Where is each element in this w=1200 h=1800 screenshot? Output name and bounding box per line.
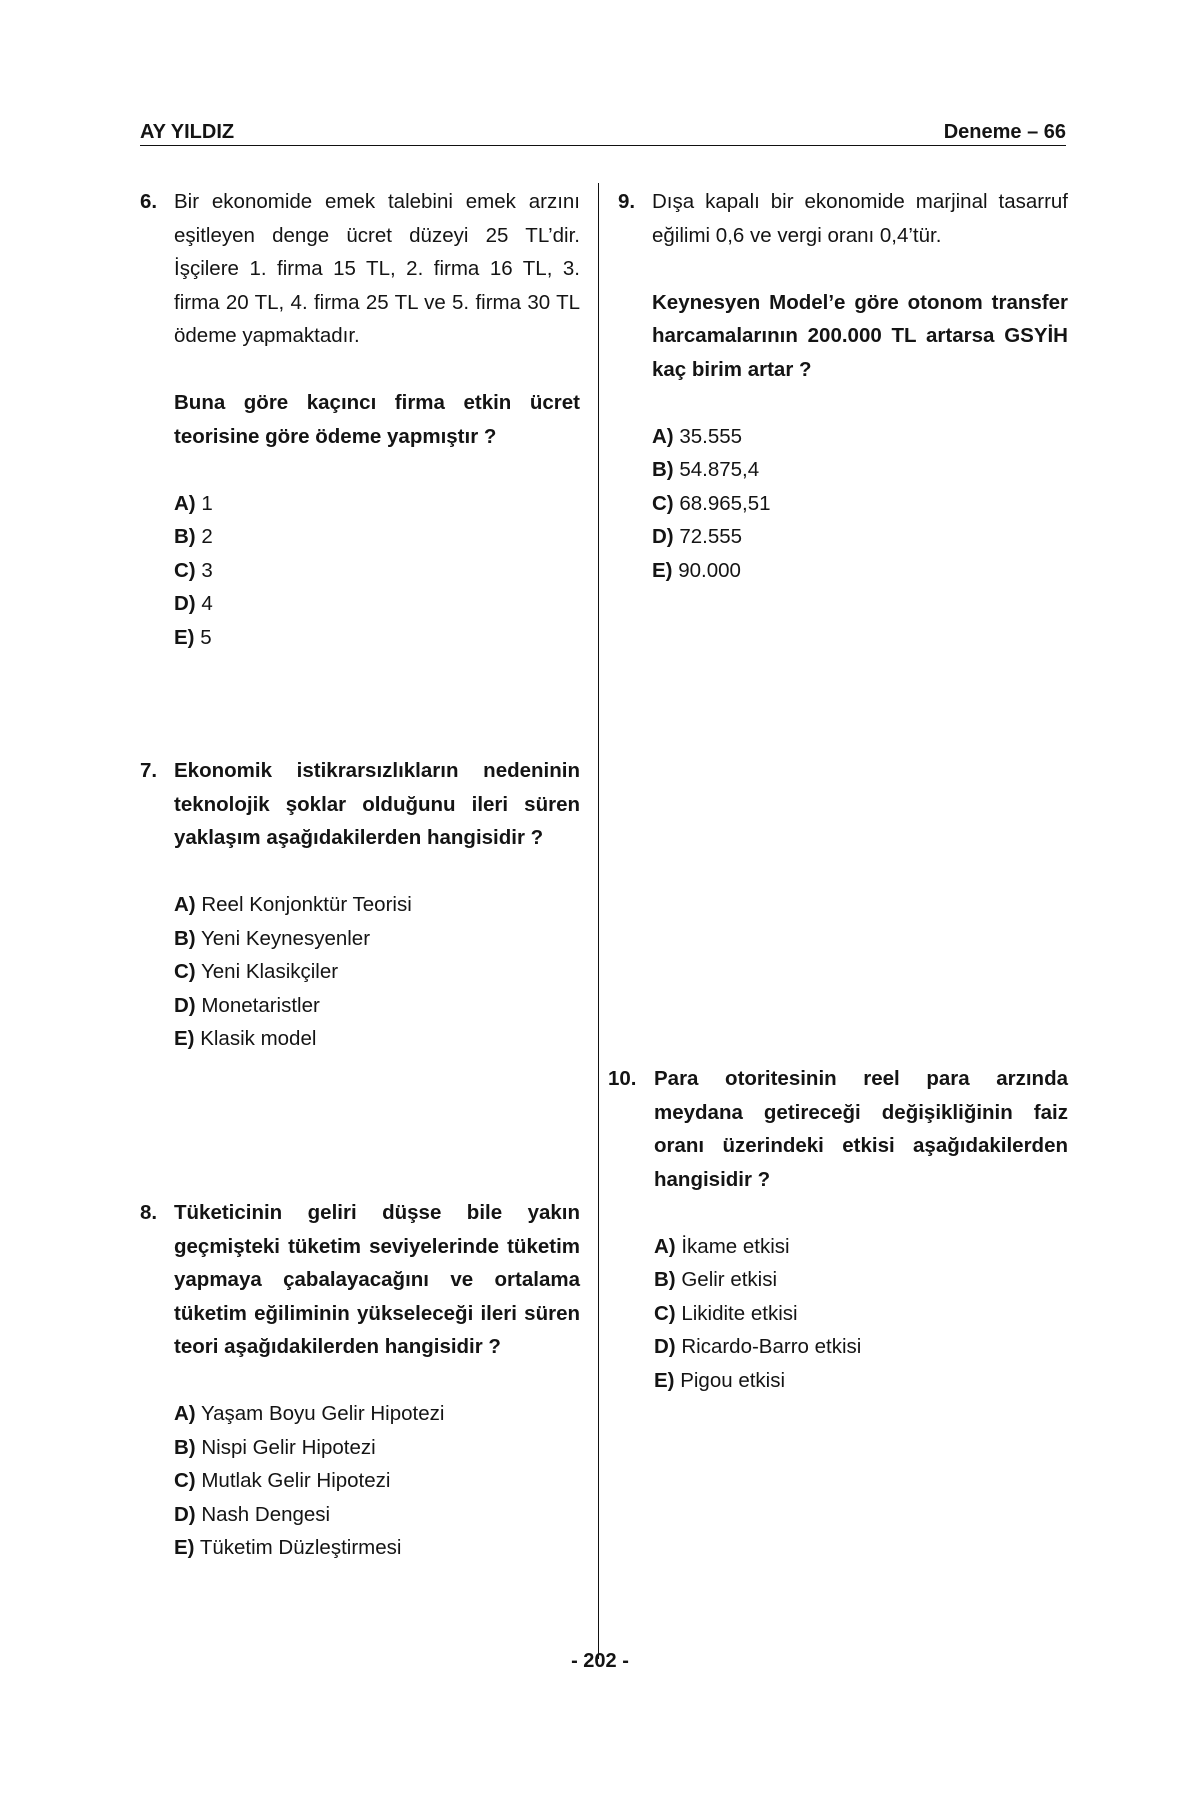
answer-option[interactable] [652,453,1068,487]
question-prompt: Tüketicinin geliri düşse bile yakın geçmişteki tüketim seviyelerinde tüketim yapmaya çabalayacağını ve ortalama tüketim eğiliminin yükseleceği ileri süren teori aşağıdakilerden hangisidir ? [174,1201,580,1358]
question-8 [140,1196,580,1565]
option-text: 90.000 [678,558,741,582]
answer-option[interactable] [174,1431,580,1465]
answer-option[interactable] [654,1364,1068,1398]
answer-option[interactable] [174,520,580,554]
option-letter: A) [654,1234,676,1258]
header-rule [140,145,1066,146]
option-text: Gelir etkisi [681,1268,778,1291]
question-prompt: Buna göre kaçıncı firma etkin ücret teorisine göre ödeme yapmıştır ? [174,391,580,448]
option-text: Pigou etkisi [680,1368,786,1392]
option-letter: B) [654,1268,676,1291]
option-letter: A) [174,491,196,515]
option-text: Monetaristler [201,993,320,1017]
column-divider [598,183,599,1659]
option-letter: B) [174,525,196,548]
answer-option[interactable] [652,420,1068,454]
answer-options [654,1230,1068,1398]
question-number: 10. [608,1067,637,1090]
option-letter: C) [174,1469,196,1492]
answer-option[interactable] [652,487,1068,521]
answer-option[interactable] [174,487,580,521]
answer-option[interactable] [654,1297,1068,1331]
answer-option[interactable] [654,1263,1068,1297]
option-letter: E) [174,625,195,649]
question-number: 9. [618,190,636,213]
option-text: Nispi Gelir Hipotezi [201,1435,376,1459]
answer-option[interactable] [174,1397,580,1431]
question-number: 6. [140,190,158,213]
option-text: Klasik model [200,1027,317,1050]
answer-option[interactable] [174,554,580,588]
option-text: 4 [201,592,213,615]
option-letter: E) [654,1368,675,1392]
option-letter: E) [174,1027,195,1050]
answer-option[interactable] [174,1531,580,1565]
question-number: 8. [140,1201,158,1224]
answer-option[interactable] [174,955,580,989]
option-text: Ricardo-Barro etkisi [681,1335,862,1358]
option-text: 35.555 [679,424,743,448]
header-title: AY YILDIZ [140,121,235,143]
option-text: Reel Konjonktür Teorisi [201,893,412,916]
answer-option[interactable] [654,1330,1068,1364]
option-text: 54.875,4 [679,458,760,481]
answer-option[interactable] [174,1464,580,1498]
question-stem: Dışa kapalı bir ekonomide marjinal tasarruf eğilimi 0,6 ve vergi oranı 0,4’tür. [652,190,1068,247]
option-letter: D) [652,525,674,548]
answer-option[interactable] [174,1498,580,1532]
option-letter: D) [174,1502,196,1526]
answer-option[interactable] [652,520,1068,554]
option-text: Yeni Klasikçiler [200,960,339,983]
option-letter: E) [174,1536,195,1559]
option-text: İkame etkisi [681,1234,790,1258]
question-prompt: Keynesyen Model’e göre otonom transfer harcamalarının 200.000 TL artarsa GSYİH kaç birim artar ? [652,290,1068,381]
option-text: 68.965,51 [679,491,771,515]
option-letter: B) [174,926,196,950]
answer-option[interactable] [174,621,580,655]
question-7 [140,754,580,1056]
option-letter: C) [654,1301,676,1325]
option-text: Likidite etkisi [681,1301,798,1325]
answer-option[interactable] [654,1230,1068,1264]
option-letter: B) [652,458,674,481]
question-stem: Bir ekonomide emek talebini emek arzını eşitleyen denge ücret düzeyi 25 TL’dir. İşçilere 1. firma 15 TL, 2. firma 16 TL, 3. firma 20 TL, 4. firma 25 TL ve 5. firma 30 TL ödeme yapmaktadır. [174,190,580,347]
answer-options [174,487,580,655]
answer-option[interactable] [174,922,580,956]
question-9 [618,185,1068,587]
option-letter: D) [654,1335,676,1358]
option-letter: C) [174,558,196,582]
option-text: 5 [200,625,212,649]
option-letter: C) [652,491,674,515]
option-text: Nash Dengesi [201,1502,331,1526]
option-letter: B) [174,1435,196,1459]
answer-option[interactable] [174,1022,580,1056]
question-prompt: Para otoritesinin reel para arzında meydana getireceği değişikliğinin faiz oranı üzerindeki etkisi aşağıdakilerden hangisidir ? [654,1067,1068,1191]
question-number: 7. [140,759,158,782]
header-exam-label: Deneme – 66 [943,121,1066,143]
answer-option[interactable] [174,587,580,621]
option-text: Yeni Keynesyenler [200,926,371,950]
question-6 [140,185,580,654]
page-number: - 202 - [571,1650,629,1672]
question-10 [608,1062,1068,1397]
option-text: 72.555 [679,525,743,548]
option-text: Tüketim Düzleştirmesi [199,1536,402,1559]
answer-options [174,1397,580,1565]
option-letter: D) [174,592,196,615]
option-text: 1 [201,491,213,515]
option-letter: A) [174,1402,196,1425]
answer-option[interactable] [174,989,580,1023]
option-letter: E) [652,558,673,582]
option-text: 3 [201,558,213,582]
option-letter: A) [174,893,196,916]
answer-option[interactable] [174,888,580,922]
option-letter: C) [174,960,196,983]
option-text: 2 [201,525,213,548]
question-prompt: Ekonomik istikrarsızlıkların nedeninin teknolojik şoklar olduğunu ileri süren yaklaşım aşağıdakilerden hangisidir ? [174,759,580,849]
answer-option[interactable] [652,554,1068,588]
answer-options [174,888,580,1056]
option-letter: D) [174,993,196,1017]
option-text: Mutlak Gelir Hipotezi [201,1469,391,1492]
answer-options [652,420,1068,588]
option-text: Yaşam Boyu Gelir Hipotezi [200,1402,445,1425]
option-letter: A) [652,424,674,448]
